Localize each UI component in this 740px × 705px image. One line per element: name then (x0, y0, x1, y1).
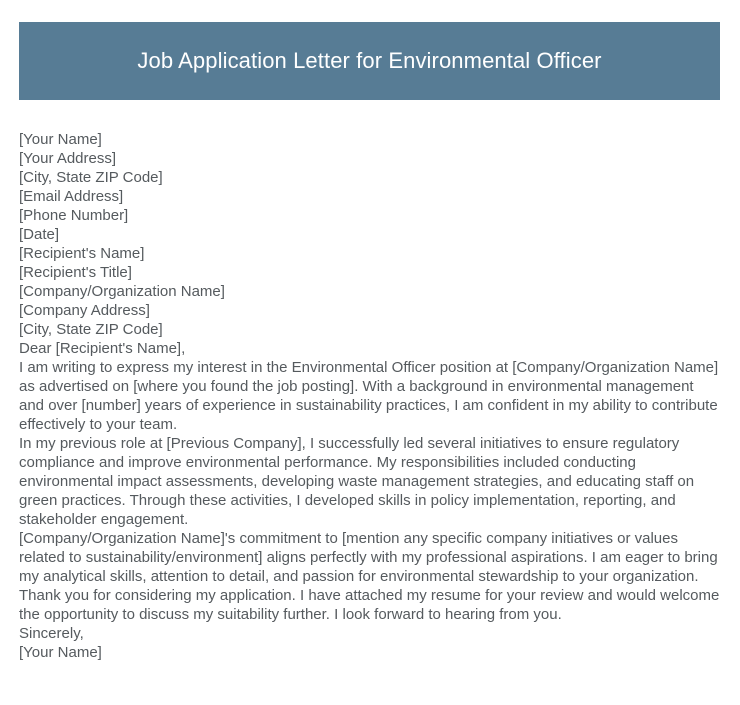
letter-paragraph: In my previous role at [Previous Company], I successfully led several initiatives to ensure regulatory compliance and improve environmental performance. My responsibilities included conducting environmental impact assessments, developing waste management strategies, and educating staff on green practices. Through these activities, I developed skills in policy implementation, reporting, and stakeholder engagement. (19, 435, 695, 528)
recipient-line: [Company/Organization Name] (19, 283, 225, 300)
recipient-line: [Recipient's Title] (19, 264, 132, 281)
date-line: [Date] (19, 226, 60, 243)
sender-line: [Email Address] (19, 188, 124, 205)
sender-line: [Phone Number] (19, 207, 129, 224)
recipient-line: [Company Address] (19, 302, 150, 319)
recipient-address-block (19, 244, 722, 339)
sender-line: [Your Name] (19, 131, 102, 148)
letter-paragraph: Thank you for considering my application. I have attached my resume for your review and would welcome the opportunity to discuss my suitability further. I look forward to hearing from you. (19, 587, 720, 623)
closing-line: Sincerely, (19, 625, 84, 642)
sender-address-block (19, 130, 722, 244)
letter-paragraph: [Company/Organization Name]'s commitment to [mention any specific company initiatives or values related to sustainability/environment] aligns perfectly with my professional aspirations. I am eager to bring my analytical skills, attention to detail, and passion for environmental stewardship to your organization. (19, 530, 718, 585)
signature-name: [Your Name] (19, 644, 102, 661)
letter-paragraph: I am writing to express my interest in the Environmental Officer position at [Company/Organization Name] as advertised on [where you found the job posting]. With a background in environmental management and over [number] years of experience in sustainability practices, I am confident in my ability to contribute effectively to your team. (19, 359, 719, 433)
page-title: Job Application Letter for Environmental Officer (137, 48, 602, 73)
salutation: Dear [Recipient's Name], (19, 340, 186, 357)
letter-header-banner (19, 22, 720, 100)
recipient-line: [Recipient's Name] (19, 245, 145, 262)
recipient-line: [City, State ZIP Code] (19, 321, 163, 338)
sender-line: [City, State ZIP Code] (19, 169, 163, 186)
letter-body (19, 130, 722, 662)
sender-line: [Your Address] (19, 150, 117, 167)
